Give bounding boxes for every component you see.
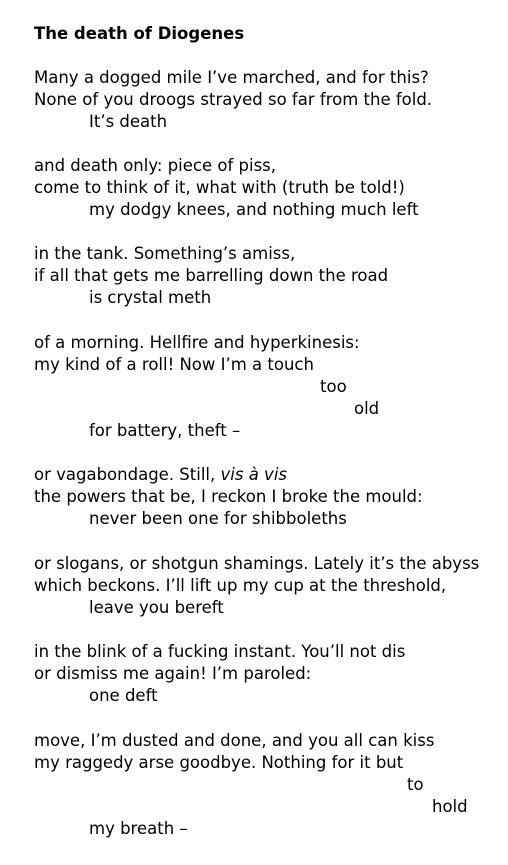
poem-line: my breath –	[89, 819, 188, 838]
poem-line	[34, 464, 287, 486]
poem-line: to	[407, 775, 424, 794]
poem-line: which beckons. I’ll lift up my cup at the threshold,	[34, 576, 447, 595]
poem-line: or slogans, or shotgun shamings. Lately it’s the abyss	[34, 554, 480, 573]
poem-line: in the tank. Something’s amiss,	[34, 244, 296, 263]
poem-line: my dodgy knees, and nothing much left	[89, 200, 419, 219]
poem-line: never been one for shibboleths	[89, 509, 347, 528]
poem-line: one deft	[89, 686, 158, 705]
poem-line: move, I’m dusted and done, and you all can kiss	[34, 731, 435, 750]
poem-line: for battery, theft –	[89, 421, 241, 440]
poem-line: too	[320, 377, 347, 396]
poem-line: None of you droogs strayed so far from the fold.	[34, 90, 433, 109]
poem-line: and death only: piece of piss,	[34, 156, 277, 175]
poem-line: my raggedy arse goodbye. Nothing for it but	[34, 753, 404, 772]
poem-line: Many a dogged mile I’ve marched, and for this?	[34, 68, 429, 87]
poem-line: is crystal meth	[89, 288, 212, 307]
poem-title: The death of Diogenes	[34, 24, 245, 43]
poem-line: the powers that be, I reckon I broke the mould:	[34, 487, 423, 506]
poem-line: of a morning. Hellfire and hyperkinesis:	[34, 333, 360, 352]
poem-line: hold	[432, 797, 468, 816]
poem-line: come to think of it, what with (truth be told!)	[34, 178, 405, 197]
poem-line: It’s death	[89, 112, 168, 131]
poem-line: or dismiss me again! I’m paroled:	[34, 664, 312, 683]
italic-phrase: vis à vis	[220, 465, 288, 484]
poem-line: in the blink of a fucking instant. You’ll not dis	[34, 642, 406, 661]
poem-line: old	[354, 399, 380, 418]
poem-line-text: or vagabondage. Still,	[34, 465, 216, 484]
poem-line: leave you bereft	[89, 598, 224, 617]
poem-line: if all that gets me barrelling down the road	[34, 266, 389, 285]
poem-line: my kind of a roll! Now I’m a touch	[34, 355, 314, 374]
